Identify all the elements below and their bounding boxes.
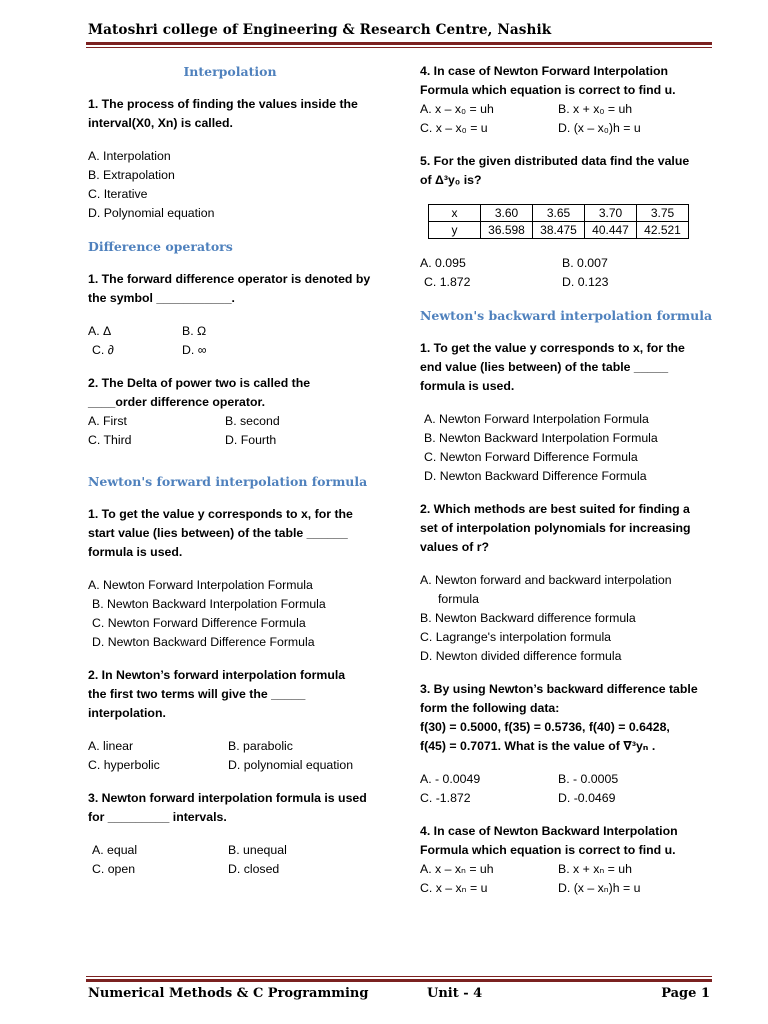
- option-b: B. Newton Backward Interpolation Formula: [424, 431, 658, 445]
- option-a: A. Newton Forward Interpolation Formula: [88, 578, 313, 592]
- table-cell: 3.70: [585, 205, 637, 222]
- footer-unit: Unit - 4: [427, 986, 483, 1001]
- section-newton-forward: Newton's forward interpolation formula: [88, 474, 368, 489]
- option-a: A. 0.095: [420, 256, 466, 270]
- section-interpolation: Interpolation: [183, 64, 277, 79]
- footer-subject: Numerical Methods & C Programming: [88, 986, 369, 1001]
- option-c: C. open: [92, 862, 136, 876]
- option-a: A. x – x₀ = uh: [420, 102, 494, 116]
- option-c: C. Newton Forward Difference Formula: [424, 450, 638, 464]
- table-cell: 3.65: [533, 205, 585, 222]
- question-backward-difference-table: 3. By using Newton’s backward difference table form the following data: f(30) = 0.5000, f(35) = 0.5736, f(40) = 0.6428, f(45) = 0.7071. What is the value of ∇³yₙ . A. - 0.0049 B. - 0.0005 C. -1.872 D. -0.0469: [420, 680, 720, 808]
- option-a-continued: formula: [438, 592, 480, 606]
- question-forward-find-u: 4. In case of Newton Forward Interpolation Formula which equation is correct to find u. A. x – x₀ = uh B. x + x₀ = uh C. x – x₀ = u D. (x – x₀)h = u: [420, 62, 720, 138]
- left-column: [88, 62, 388, 879]
- option-b: B. x + xₙ = uh: [558, 862, 632, 876]
- option-c: C. Newton Forward Difference Formula: [92, 616, 306, 630]
- option-c: C. Lagrange's interpolation formula: [420, 630, 612, 644]
- option-a: A. equal: [92, 843, 138, 857]
- section-difference-operators: Difference operators: [88, 239, 233, 254]
- option-d: D. ∞: [182, 343, 207, 357]
- question-delta-power-two: 2. The Delta of power two is called the ____order difference operator. A. First B. second C. Third D. Fourth: [88, 374, 388, 450]
- option-d: D. Newton Backward Difference Formula: [424, 469, 647, 483]
- table-cell: 40.447: [585, 222, 637, 239]
- question-forward-start-value: 1. To get the value y corresponds to x, for the start value (lies between) of the table ______ formula is used. A. Newton Forward Interpolation Formula B. Newton Backward Interpolation Formula C. Newton Forward Difference Formula D. Newton Backward Difference Formula: [88, 505, 388, 652]
- question-forward-intervals: 3. Newton forward interpolation formula is used for _________ intervals. A. equal B. unequal C. open D. closed: [88, 789, 388, 879]
- option-d: D. polynomial equation: [228, 758, 354, 772]
- question-backward-find-u: 4. In case of Newton Backward Interpolation Formula which equation is correct to find u. A. x – xₙ = uh B. x + xₙ = uh C. x – xₙ = u D. (x – xₙ)h = u: [420, 822, 720, 898]
- table-cell: 3.75: [637, 205, 689, 222]
- option-d: D. (x – x₀)h = u: [558, 121, 641, 135]
- option-b: B. 0.007: [562, 256, 608, 270]
- table-cell: 38.475: [533, 222, 585, 239]
- option-b: B. Newton Backward Interpolation Formula: [92, 597, 326, 611]
- footer-rule-thin: [86, 976, 712, 977]
- option-a: A. Δ: [88, 324, 112, 338]
- option-a: A. x – xₙ = uh: [420, 862, 494, 876]
- option-b: B. unequal: [228, 843, 287, 857]
- option-d: D. Newton Backward Difference Formula: [92, 635, 315, 649]
- option-a: A. Newton forward and backward interpolation: [420, 573, 672, 587]
- table-header-x: x: [429, 205, 481, 222]
- table-row: [429, 205, 689, 222]
- option-d: D. (x – xₙ)h = u: [558, 881, 641, 895]
- option-d: D. Newton divided difference formula: [420, 649, 622, 663]
- option-c: C. ∂: [92, 343, 114, 357]
- college-title: Matoshri college of Engineering & Research Centre, Nashik: [88, 22, 552, 38]
- table-row: [429, 222, 689, 239]
- question-delta-cube: 5. For the given distributed data find the value of Δ³y₀ is? x 3.60 3.65 3.70 3.75 y 36.598 38.475 40.447 42.521 A. 0.095 B. 0.007 C. 1.872 D. 0.123: [420, 152, 720, 292]
- question-first-two-terms: 2. In Newton’s forward interpolation formula the first two terms will give the _____ interpolation. A. linear B. parabolic C. hyperbolic D. polynomial equation: [88, 666, 388, 775]
- table-cell: 3.60: [481, 205, 533, 222]
- table-header-y: y: [429, 222, 481, 239]
- table-cell: 36.598: [481, 222, 533, 239]
- option-c: C. -1.872: [420, 791, 471, 805]
- option-d: D. -0.0469: [558, 791, 616, 805]
- option-a: A. - 0.0049: [420, 772, 481, 786]
- question-forward-difference-symbol: 1. The forward difference operator is denoted by the symbol ___________. A. Δ B. Ω C. ∂ D. ∞: [88, 270, 388, 360]
- section-newton-backward: Newton's backward interpolation formula: [420, 308, 713, 323]
- option-d: D. Fourth: [225, 433, 277, 447]
- header-rule-thin: [86, 47, 712, 48]
- footer-rule-thick: [86, 979, 712, 982]
- option-c: C. 1.872: [424, 275, 471, 289]
- option-c: C. Third: [88, 433, 132, 447]
- option-c: C. x – xₙ = u: [420, 881, 488, 895]
- option-b: B. second: [225, 414, 280, 428]
- page-header: [88, 22, 710, 38]
- option-b: B. Ω: [182, 324, 207, 338]
- question-process-finding-values: 1. The process of finding the values inside the interval(X0, Xn) is called. A. Interpolation B. Extrapolation C. Iterative D. Polynomial equation: [88, 95, 388, 223]
- data-table: [428, 204, 689, 239]
- option-c: C. Iterative: [88, 187, 148, 201]
- option-b: B. - 0.0005: [558, 772, 619, 786]
- option-b: B. parabolic: [228, 739, 293, 753]
- option-d: D. 0.123: [562, 275, 609, 289]
- option-b: B. x + x₀ = uh: [558, 102, 633, 116]
- question-best-methods: 2. Which methods are best suited for finding a set of interpolation polynomials for increasing values of r? A. Newton forward and backward interpolation formula B. Newton Backward difference formula C. Lagrange's interpolation formula D. Newton divided difference formula: [420, 500, 720, 666]
- option-a: A. Interpolation: [88, 149, 171, 163]
- option-d: D. closed: [228, 862, 280, 876]
- option-b: B. Newton Backward difference formula: [420, 611, 636, 625]
- option-c: C. x – x₀ = u: [420, 121, 488, 135]
- option-d: D. Polynomial equation: [88, 206, 215, 220]
- footer-page-number: Page 1: [661, 986, 710, 1001]
- right-column: [420, 62, 720, 898]
- table-cell: 42.521: [637, 222, 689, 239]
- option-a: A. Newton Forward Interpolation Formula: [424, 412, 649, 426]
- option-a: A. linear: [88, 739, 134, 753]
- header-rule-thick: [86, 42, 712, 45]
- question-backward-end-value: 1. To get the value y corresponds to x, for the end value (lies between) of the table _____ formula is used. A. Newton Forward Interpolation Formula B. Newton Backward Interpolation Formula C. Newton Forward Difference Formula D. Newton Backward Difference Formula: [420, 339, 720, 486]
- option-b: B. Extrapolation: [88, 168, 175, 182]
- option-c: C. hyperbolic: [88, 758, 160, 772]
- option-a: A. First: [88, 414, 127, 428]
